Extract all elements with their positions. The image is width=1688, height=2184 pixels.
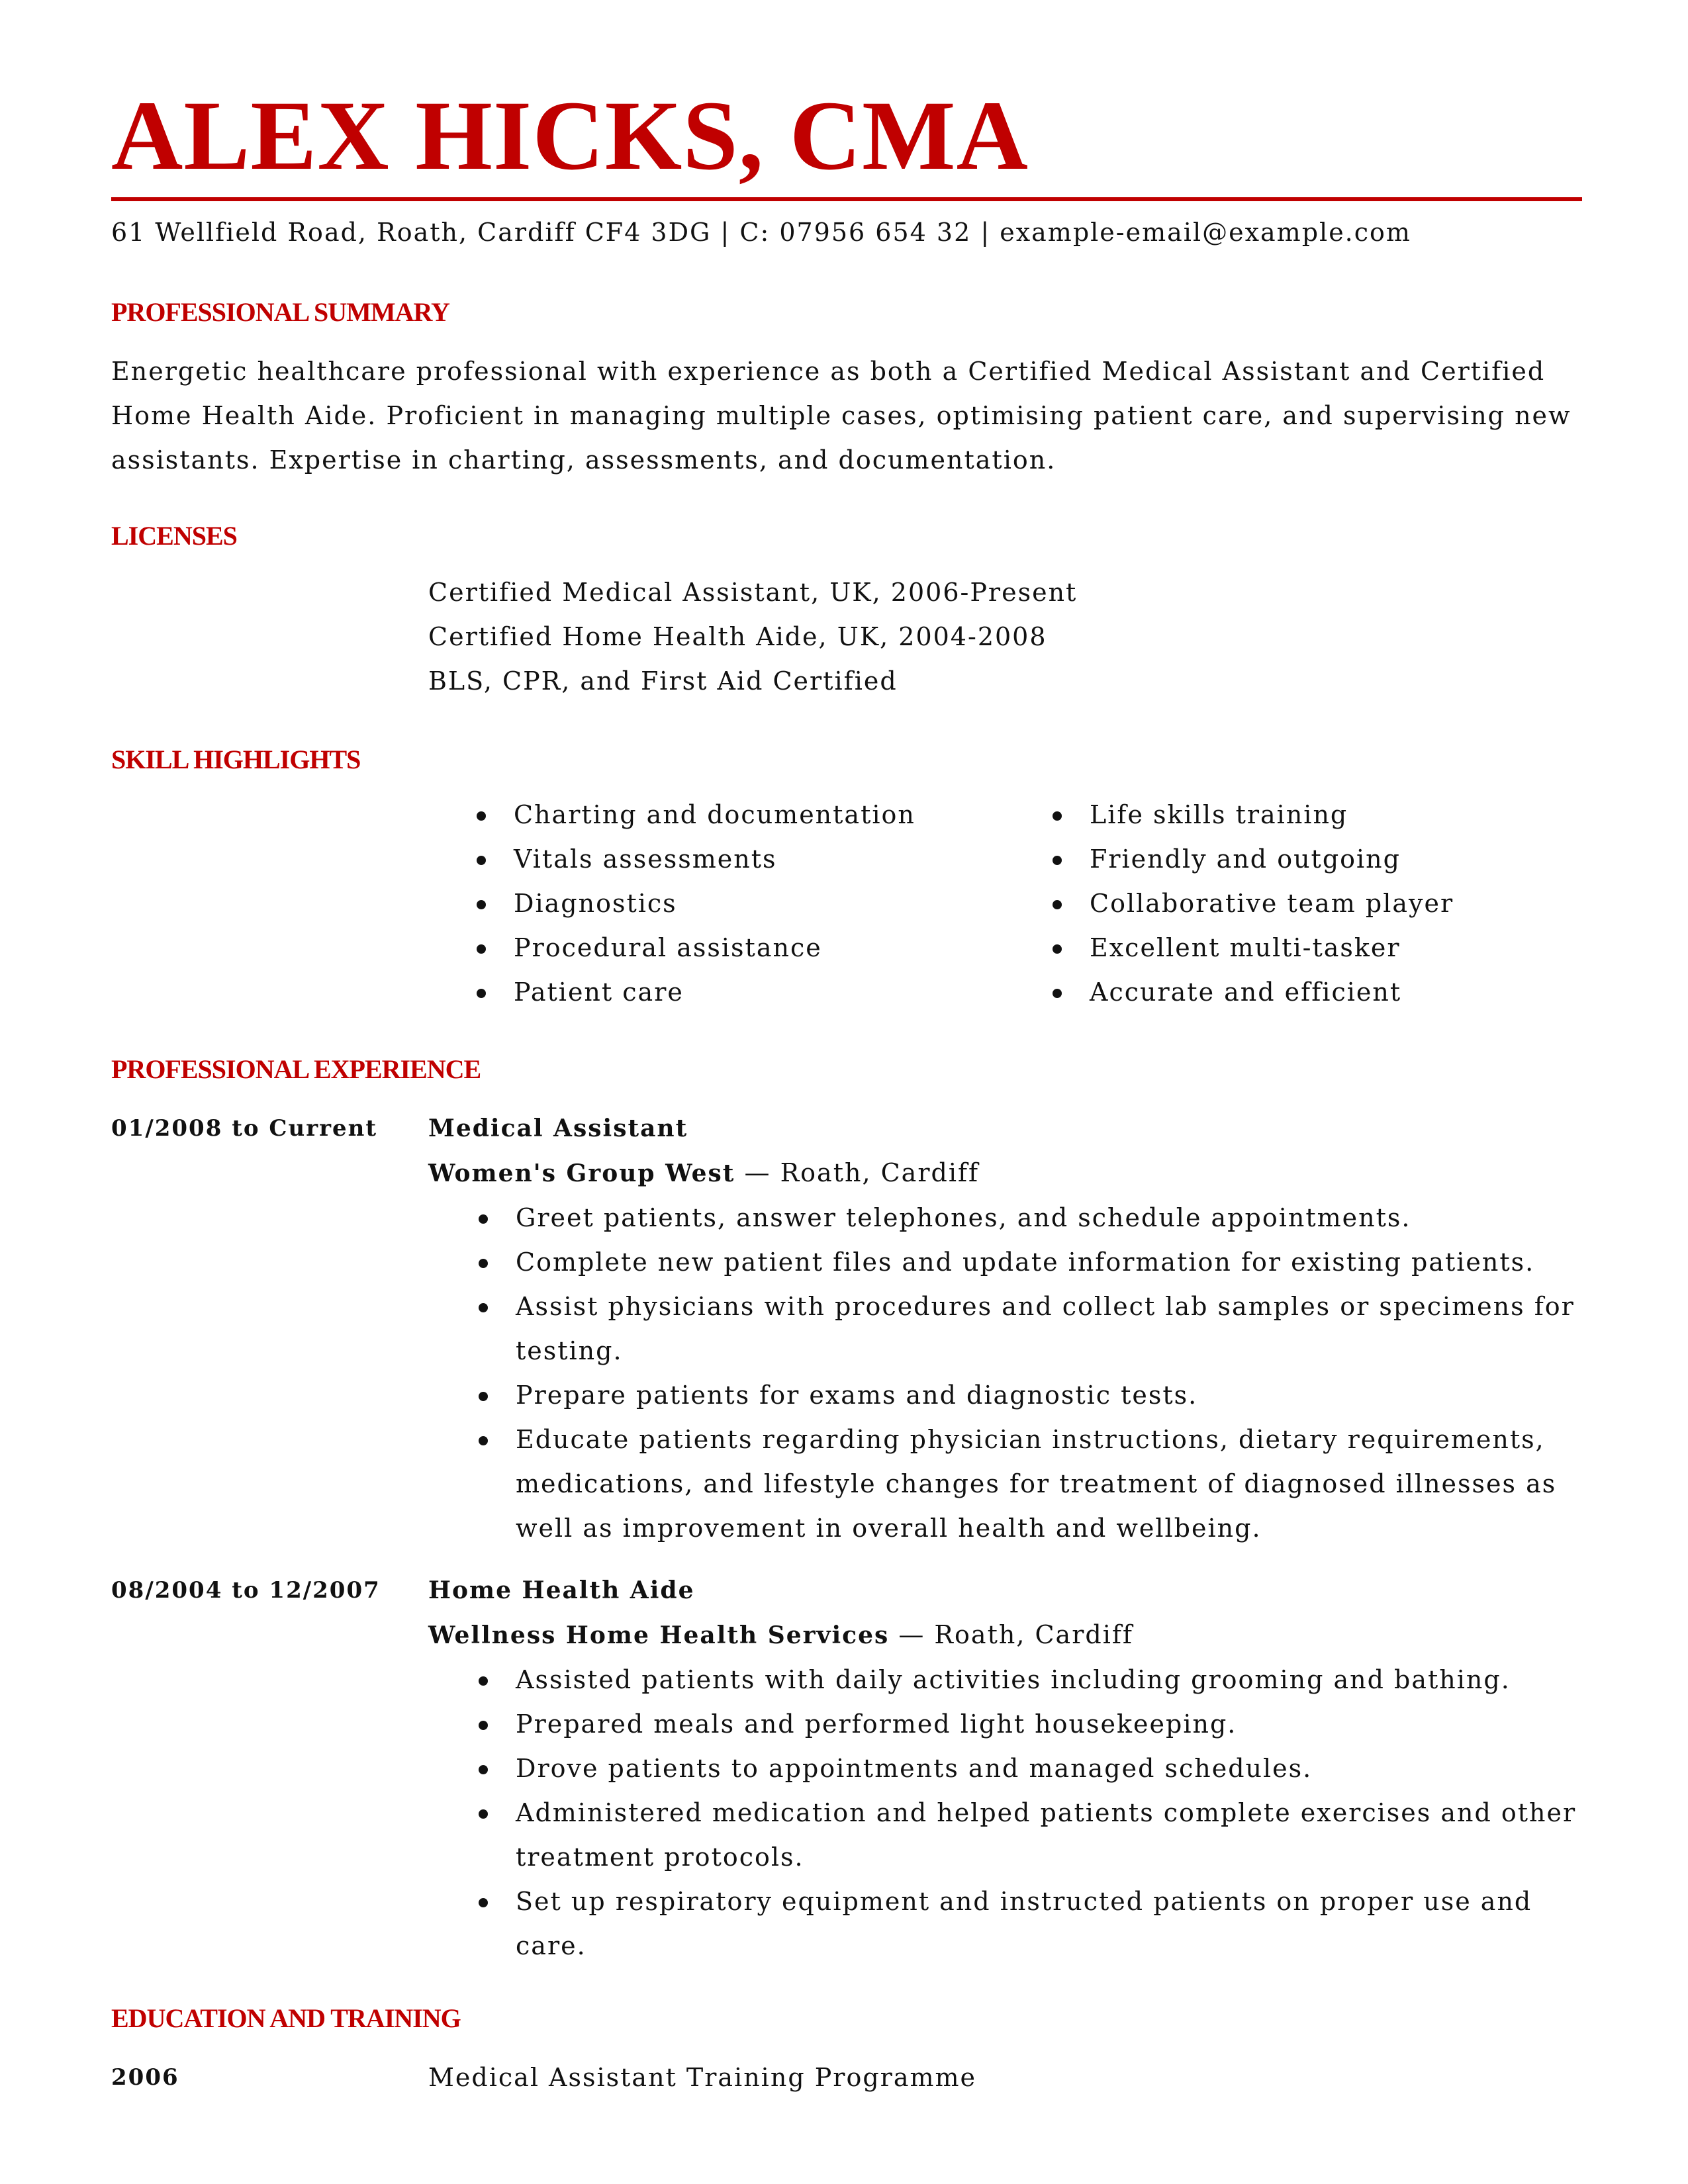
skill-item: Vitals assessments <box>471 837 915 882</box>
skills-right-column <box>1047 793 1454 1015</box>
job-employer-line <box>428 1613 1582 1658</box>
duty-item: Prepared meals and performed light housekeeping. <box>428 1702 1582 1747</box>
duty-item: Complete new patient files and update information for existing patients. <box>428 1240 1582 1285</box>
skill-item: Charting and documentation <box>471 793 915 837</box>
skill-item: Friendly and outgoing <box>1047 837 1454 882</box>
job-location: — Roath, Cardiff <box>889 1620 1133 1649</box>
license-item: Certified Medical Assistant, UK, 2006-Present <box>428 578 1078 607</box>
duty-item: Assist physicians with procedures and collect lab samples or specimens for testing. <box>428 1285 1582 1373</box>
license-item: Certified Home Health Aide, UK, 2004-2008 <box>428 622 1047 651</box>
summary-heading: PROFESSIONAL SUMMARY <box>111 297 449 327</box>
duty-item: Set up respiratory equipment and instructed patients on proper use and care. <box>428 1880 1582 1968</box>
licenses-list <box>428 570 1077 704</box>
employer-name: Women's Group West <box>428 1160 735 1187</box>
skill-item: Collaborative team player <box>1047 882 1454 926</box>
job-title: Medical Assistant <box>428 1115 688 1142</box>
job-details <box>428 1569 1582 1968</box>
skills-left-column <box>471 793 915 1015</box>
duty-item: Greet patients, answer telephones, and schedule appointments. <box>428 1196 1582 1240</box>
summary-line: Energetic healthcare professional with experience as both a Certified Medical Assistant and Certified <box>111 357 1546 386</box>
resume-page <box>111 81 1582 249</box>
skill-item: Procedural assistance <box>471 926 915 970</box>
skill-item: Accurate and efficient <box>1047 970 1454 1015</box>
experience-heading: PROFESSIONAL EXPERIENCE <box>111 1054 481 1084</box>
duty-item: Educate patients regarding physician instructions, dietary requirements, medications, and lifestyle changes for treatment of diagnosed illnesses as well as improvement in overall health and wellbeing. <box>428 1418 1582 1551</box>
job-location: — Roath, Cardiff <box>735 1158 980 1187</box>
job-dates: 01/2008 to Current <box>111 1115 378 1142</box>
duty-item: Prepare patients for exams and diagnostic tests. <box>428 1373 1582 1418</box>
job-title: Home Health Aide <box>428 1576 695 1604</box>
skill-item: Life skills training <box>1047 793 1454 837</box>
education-heading: EDUCATION AND TRAINING <box>111 2003 461 2033</box>
licenses-heading: LICENSES <box>111 521 237 551</box>
contact-line: 61 Wellfield Road, Roath, Cardiff CF4 3DG | C: 07956 654 32 | example-email@example.com <box>111 218 1411 247</box>
job-duties <box>428 1196 1582 1551</box>
job-dates: 08/2004 to 12/2007 <box>111 1577 381 1604</box>
summary-text <box>111 349 1582 482</box>
employer-name: Wellness Home Health Services <box>428 1621 890 1649</box>
candidate-name: ALEX HICKS, CMA <box>111 81 1029 191</box>
duty-item: Administered medication and helped patients complete exercises and other treatment protocols. <box>428 1791 1582 1880</box>
education-program: Medical Assistant Training Programme <box>428 2063 977 2092</box>
education-year: 2006 <box>111 2064 179 2091</box>
skill-item: Excellent multi-tasker <box>1047 926 1454 970</box>
summary-line: assistants. Expertise in charting, assessments, and documentation. <box>111 445 1056 475</box>
skill-item: Patient care <box>471 970 915 1015</box>
header-divider <box>111 197 1582 201</box>
job-employer-line <box>428 1151 1582 1196</box>
job-details <box>428 1107 1582 1551</box>
summary-line: Home Health Aide. Proficient in managing multiple cases, optimising patient care, and supervising new <box>111 401 1571 430</box>
duty-item: Assisted patients with daily activities including grooming and bathing. <box>428 1658 1582 1702</box>
license-item: BLS, CPR, and First Aid Certified <box>428 666 898 696</box>
skill-item: Diagnostics <box>471 882 915 926</box>
job-duties <box>428 1658 1582 1968</box>
duty-item: Drove patients to appointments and managed schedules. <box>428 1747 1582 1791</box>
skills-heading: SKILL HIGHLIGHTS <box>111 745 361 774</box>
